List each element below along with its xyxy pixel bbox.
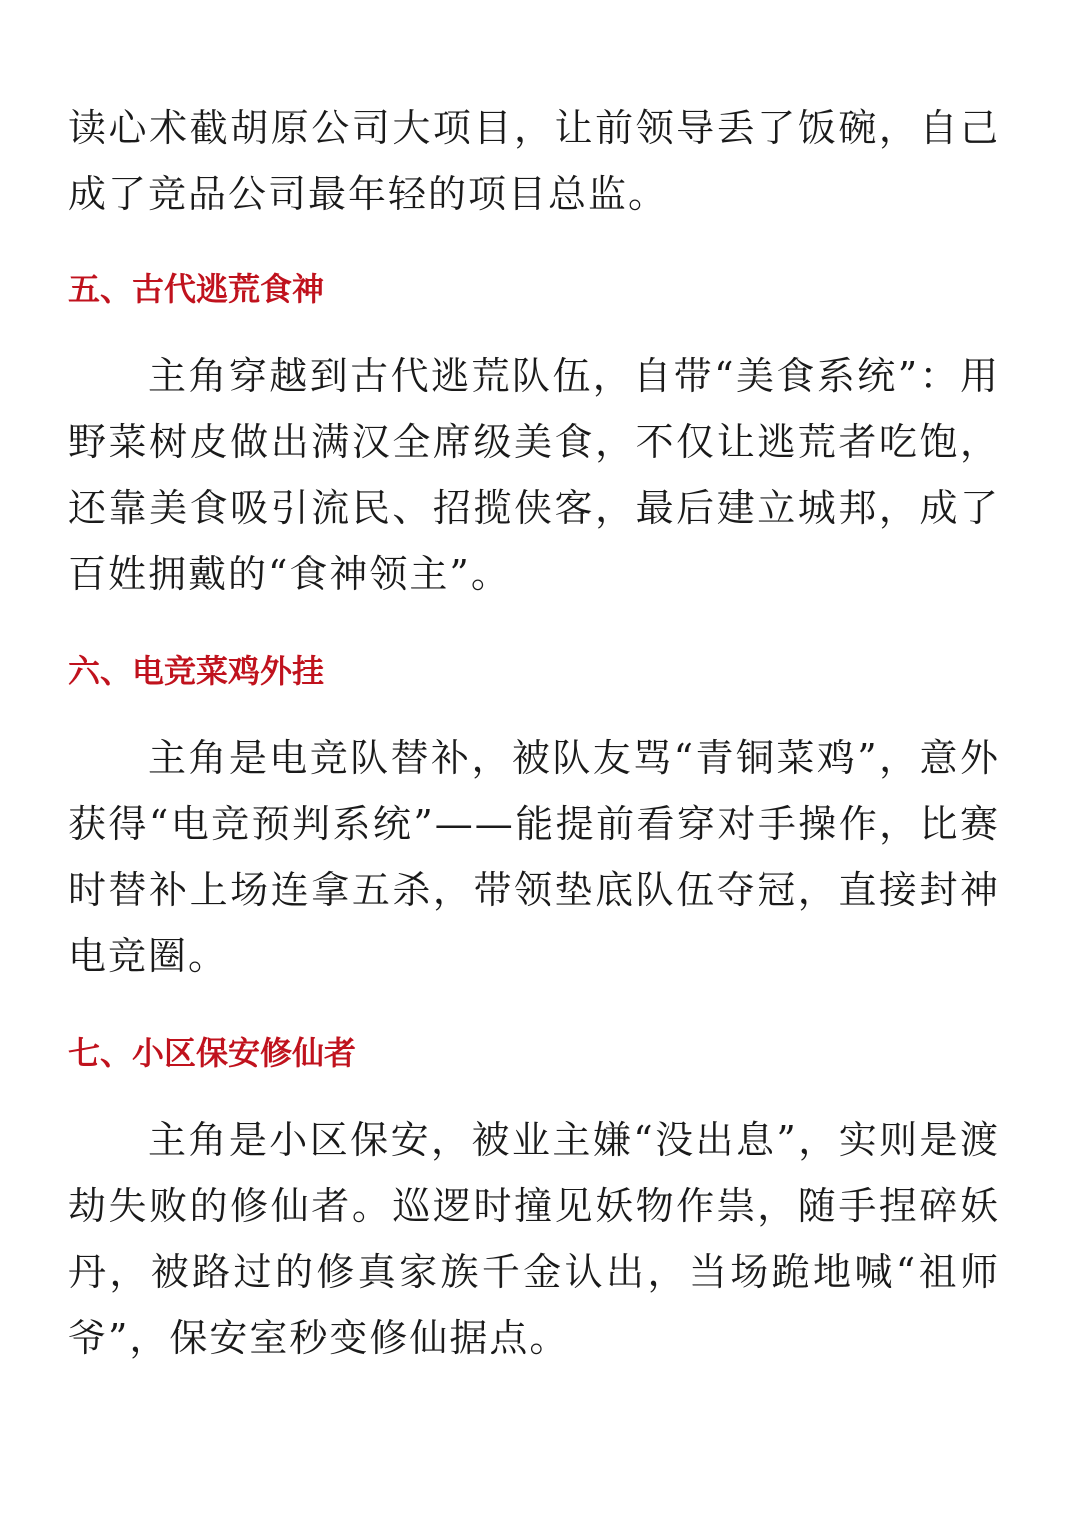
section-body-5: 主角穿越到古代逃荒队伍，自带“美食系统”：用野菜树皮做出满汉全席级美食，不仅让逃荒者吃饱，还靠美食吸引流民、招揽侠客，最后建立城邦，成了百姓拥戴的“食神领主”。 xyxy=(68,354,1000,596)
section-body-7: 主角是小区保安，被业主嫌“没出息”，实则是渡劫失败的修仙者。巡逻时撞见妖物作祟，随手捏碎妖丹，被路过的修真家族千金认出，当场跪地喊“祖师爷”，保安室秒变修仙据点。 xyxy=(68,1118,1000,1360)
section-heading-6: 六、电竞菜鸡外挂 xyxy=(68,652,325,690)
intro-paragraph: 读心术截胡原公司大项目，让前领导丢了饭碗，自己成了竞品公司最年轻的项目总监。 xyxy=(68,106,1000,216)
section-heading-5: 五、古代逃荒食神 xyxy=(68,270,325,308)
section-heading-7: 七、小区保安修仙者 xyxy=(68,1034,357,1072)
section-body-6: 主角是电竞队替补，被队友骂“青铜菜鸡”，意外获得“电竞预判系统”——能提前看穿对手操作，比赛时替补上场连拿五杀，带领垫底队伍夺冠，直接封神电竞圈。 xyxy=(68,736,1000,978)
